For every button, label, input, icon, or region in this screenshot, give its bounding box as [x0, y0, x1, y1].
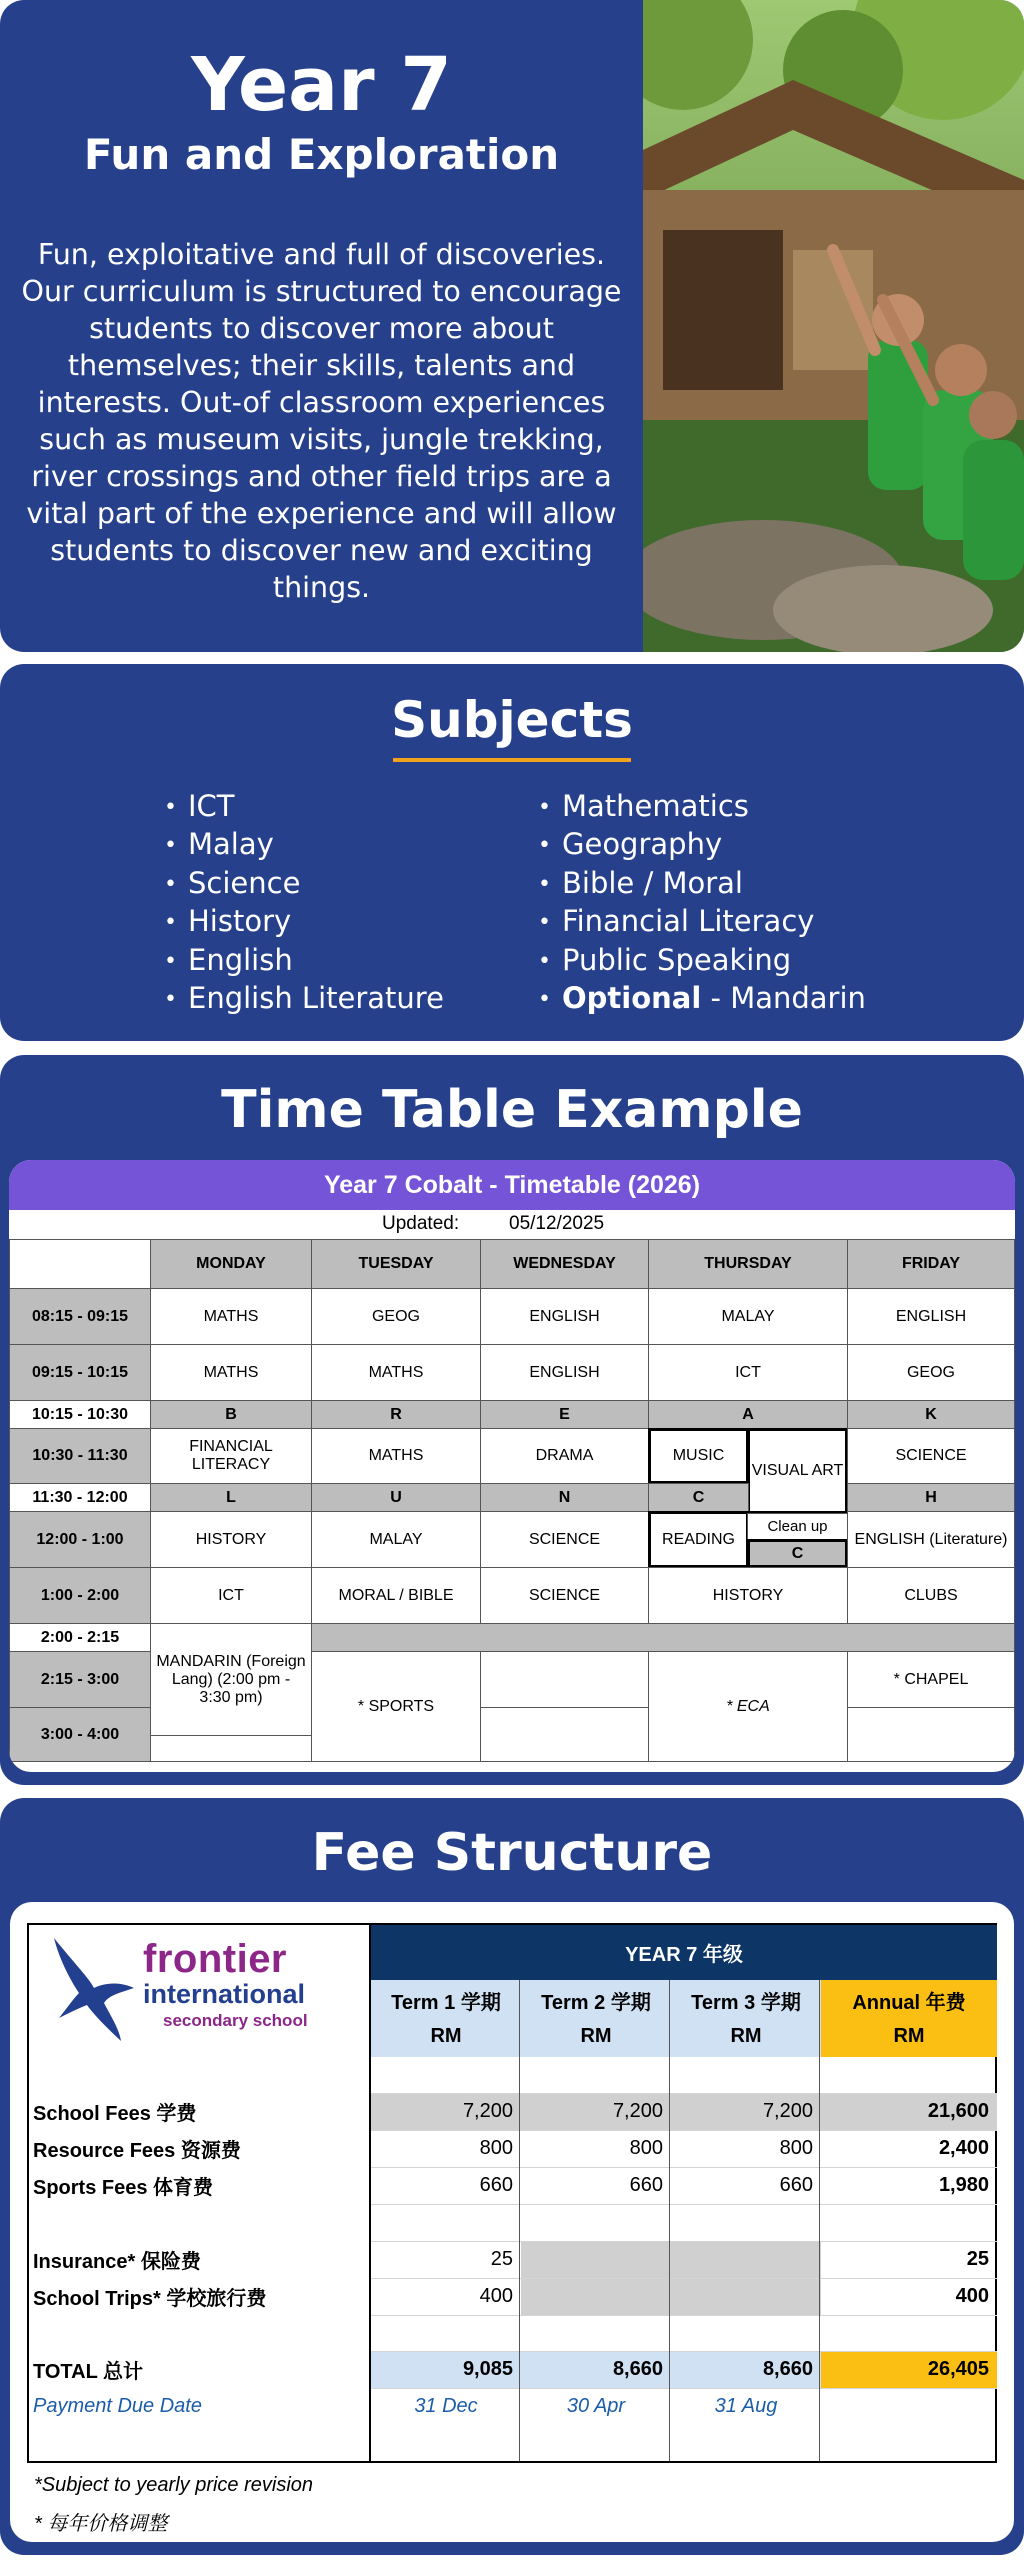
lesson-cell: ENGLISH — [480, 1344, 649, 1401]
lesson-cell: ENGLISH — [847, 1288, 1015, 1345]
subject-item: • Financial Literacy — [538, 903, 866, 941]
fees-section-title: Fee Structure — [311, 1823, 713, 1883]
lesson-cell: HISTORY — [648, 1567, 848, 1624]
subjects-card — [0, 664, 1024, 1041]
lesson-cell: ICT — [150, 1567, 312, 1624]
total-value: 8,660 — [612, 2358, 663, 2380]
fee-row-label: School Trips* 学校旅行费 — [33, 2288, 267, 2310]
subject-item: • Bible / Moral — [538, 865, 866, 903]
corner-cell — [9, 1239, 151, 1289]
eagle-icon — [49, 1933, 139, 2043]
school-logo — [49, 1933, 369, 2043]
currency-label: RM — [580, 2024, 612, 2047]
logo-name: frontier — [143, 1937, 287, 1981]
break-cell: R — [311, 1400, 481, 1429]
time-slot: 08:15 - 09:15 — [9, 1288, 151, 1345]
fee-annual: 25 — [966, 2248, 989, 2270]
due-date: 31 Aug — [714, 2395, 778, 2417]
lesson-cell: ENGLISH (Literature) — [847, 1511, 1015, 1568]
fee-value: 800 — [479, 2137, 513, 2159]
lesson-cell: SCIENCE — [480, 1567, 649, 1624]
timetable-grid — [9, 1239, 1015, 1772]
fee-value: 660 — [479, 2174, 513, 2196]
time-slot: 09:15 - 10:15 — [9, 1344, 151, 1401]
term3-header: Term 3 学期 — [691, 1991, 801, 2014]
lesson-cell: MORAL / BIBLE — [311, 1567, 481, 1624]
fee-row-label: School Fees 学费 — [33, 2103, 197, 2125]
lesson-cell: HISTORY — [150, 1511, 312, 1568]
lesson-cell: MATHS — [150, 1288, 312, 1345]
lesson-cell: GEOG — [847, 1344, 1015, 1401]
mandarin-cell: MANDARIN (Foreign Lang) (2:00 pm - 3:30 pm) — [150, 1623, 312, 1736]
time-slot: 3:00 - 4:00 — [9, 1707, 151, 1762]
optional-value: - Mandarin — [701, 981, 866, 1016]
subject-item: • Public Speaking — [538, 942, 866, 980]
subject-item: • Science — [164, 865, 444, 903]
fee-value: 7,200 — [762, 2100, 813, 2122]
currency-label: RM — [893, 2024, 925, 2047]
fee-value: 7,200 — [612, 2100, 663, 2122]
lunch-cell: C — [747, 1539, 848, 1568]
updated-label: Updated: — [382, 1213, 460, 1234]
total-label: TOTAL 总计 — [33, 2361, 143, 2383]
chapel-cell: * CHAPEL — [847, 1651, 1015, 1708]
subjects-title: Subjects — [391, 691, 633, 749]
fees-card — [0, 1798, 1024, 2555]
subject-item: • Mathematics — [538, 788, 866, 826]
timetable-box — [9, 1160, 1015, 1772]
timetable-card — [0, 1055, 1024, 1785]
fee-value: 25 — [490, 2248, 513, 2270]
annual-header: Annual 年费 — [852, 1991, 966, 2014]
fee-row-label: Insurance* 保险费 — [33, 2251, 201, 2273]
term1-header: Term 1 学期 — [391, 1991, 501, 2014]
day-header: WEDNESDAY — [480, 1239, 649, 1289]
fee-annual: 400 — [955, 2285, 989, 2307]
lesson-cell: MATHS — [311, 1428, 481, 1484]
lesson-cell: DRAMA — [480, 1428, 649, 1484]
lesson-cell-music: MUSIC — [648, 1428, 749, 1484]
empty-cell — [480, 1651, 649, 1708]
hero-paragraph: Fun, exploitative and full of discoveries. Our curriculum is structured to encourage students to discover more about themselves; their skills, talents and interests. Out-of classroom experiences such as museum visits, jungle trekking, river crossings and other field trips are a vital part of the experience and will allow students to discover new and exciting things. — [21, 238, 622, 604]
fee-table — [27, 1923, 997, 2463]
students-photo — [643, 0, 1024, 652]
lesson-cell: MATHS — [311, 1344, 481, 1401]
logo-line2: international — [143, 1979, 306, 2009]
empty-cell — [480, 1707, 649, 1762]
students-photo-illustration — [643, 0, 1024, 652]
break-cell: E — [480, 1400, 649, 1429]
timetable-header: Year 7 Cobalt - Timetable (2026) — [9, 1160, 1015, 1210]
lunch-cell: U — [311, 1483, 481, 1512]
day-header: FRIDAY — [847, 1239, 1015, 1289]
hero-title: Year 7 — [191, 42, 452, 128]
subjects-list-left — [164, 788, 444, 1018]
lunch-cell: N — [480, 1483, 649, 1512]
fee-annual: 2,400 — [938, 2137, 989, 2159]
lesson-cell-visual-art: VISUAL ART — [747, 1428, 848, 1514]
time-slot: 10:15 - 10:30 — [9, 1400, 151, 1429]
time-slot: 10:30 - 11:30 — [9, 1428, 151, 1484]
fee-row-label: Sports Fees 体育费 — [33, 2177, 214, 2199]
total-value: 8,660 — [762, 2358, 813, 2380]
break-cell: A — [648, 1400, 848, 1429]
fee-value: 800 — [629, 2137, 663, 2159]
term2-header: Term 2 学期 — [541, 1991, 651, 2014]
currency-label: RM — [430, 2024, 462, 2047]
lesson-cell: SCIENCE — [847, 1428, 1015, 1484]
day-header: TUESDAY — [311, 1239, 481, 1289]
optional-label: Optional — [562, 981, 702, 1016]
subject-item: • History — [164, 903, 444, 941]
lesson-cell: CLUBS — [847, 1567, 1015, 1624]
lesson-cell: MALAY — [648, 1288, 848, 1345]
sports-cell: * SPORTS — [311, 1651, 481, 1762]
year-header: YEAR 7 年级 — [625, 1944, 743, 1966]
hero-subtitle: Fun and Exploration — [83, 130, 560, 179]
lunch-cell: C — [648, 1483, 749, 1512]
fee-value: 800 — [779, 2137, 813, 2159]
updated-value: 05/12/2025 — [509, 1213, 605, 1234]
lesson-cell: SCIENCE — [480, 1511, 649, 1568]
cleanup-cell: Clean up — [747, 1513, 848, 1540]
subject-item: • ICT — [164, 788, 444, 826]
lesson-cell: ENGLISH — [480, 1288, 649, 1345]
timetable-updated-row — [9, 1210, 1015, 1239]
fee-value: 400 — [479, 2285, 513, 2307]
time-slot: 2:00 - 2:15 — [9, 1623, 151, 1652]
subject-item: • English Literature — [164, 980, 444, 1018]
subject-item: • English — [164, 942, 444, 980]
break-cell: K — [847, 1400, 1015, 1429]
subject-item: • Malay — [164, 826, 444, 864]
eca-cell: * ECA — [648, 1651, 848, 1762]
empty-cell — [150, 1735, 312, 1762]
lesson-cell: MALAY — [311, 1511, 481, 1568]
subjects-list-right — [538, 788, 866, 1018]
time-slot: 1:00 - 2:00 — [9, 1567, 151, 1624]
empty-cell — [847, 1707, 1015, 1762]
subjects-title-underline — [393, 758, 631, 762]
fee-annual: 1,980 — [938, 2174, 989, 2196]
fee-value: 7,200 — [462, 2100, 513, 2122]
fee-value: 660 — [629, 2174, 663, 2196]
logo-line3: secondary school — [163, 2011, 308, 2030]
lesson-cell: GEOG — [311, 1288, 481, 1345]
hero-text — [0, 0, 643, 652]
fee-annual: 21,600 — [927, 2100, 989, 2122]
time-slot: 11:30 - 12:00 — [9, 1483, 151, 1512]
break-cell: B — [150, 1400, 312, 1429]
due-date: 30 Apr — [566, 2395, 626, 2417]
currency-label: RM — [730, 2024, 762, 2047]
price-note-chinese: * 每年价格调整 — [34, 2513, 168, 2535]
lesson-cell: ICT — [648, 1344, 848, 1401]
due-date: 31 Dec — [414, 2395, 478, 2417]
total-annual: 26,405 — [927, 2358, 989, 2380]
lesson-cell: MATHS — [150, 1344, 312, 1401]
timetable-section-title: Time Table Example — [221, 1080, 803, 1140]
lunch-cell: L — [150, 1483, 312, 1512]
lunch-cell: H — [847, 1483, 1015, 1512]
subject-item-optional — [538, 980, 866, 1018]
subject-item: • Geography — [538, 826, 866, 864]
total-value: 9,085 — [462, 2358, 513, 2380]
hero-card — [0, 0, 1024, 652]
fee-value: 660 — [779, 2174, 813, 2196]
lesson-cell-reading: READING — [648, 1511, 749, 1568]
day-header: MONDAY — [150, 1239, 312, 1289]
time-slot: 12:00 - 1:00 — [9, 1511, 151, 1568]
price-note: *Subject to yearly price revision — [34, 2474, 314, 2496]
time-slot: 2:15 - 3:00 — [9, 1651, 151, 1708]
fee-row-label: Resource Fees 资源费 — [33, 2140, 241, 2162]
gap-row — [311, 1623, 1015, 1652]
lesson-cell: FINANCIAL LITERACY — [150, 1428, 312, 1484]
day-header: THURSDAY — [648, 1239, 848, 1289]
due-date-label: Payment Due Date — [33, 2395, 202, 2417]
fee-box — [10, 1902, 1014, 2542]
